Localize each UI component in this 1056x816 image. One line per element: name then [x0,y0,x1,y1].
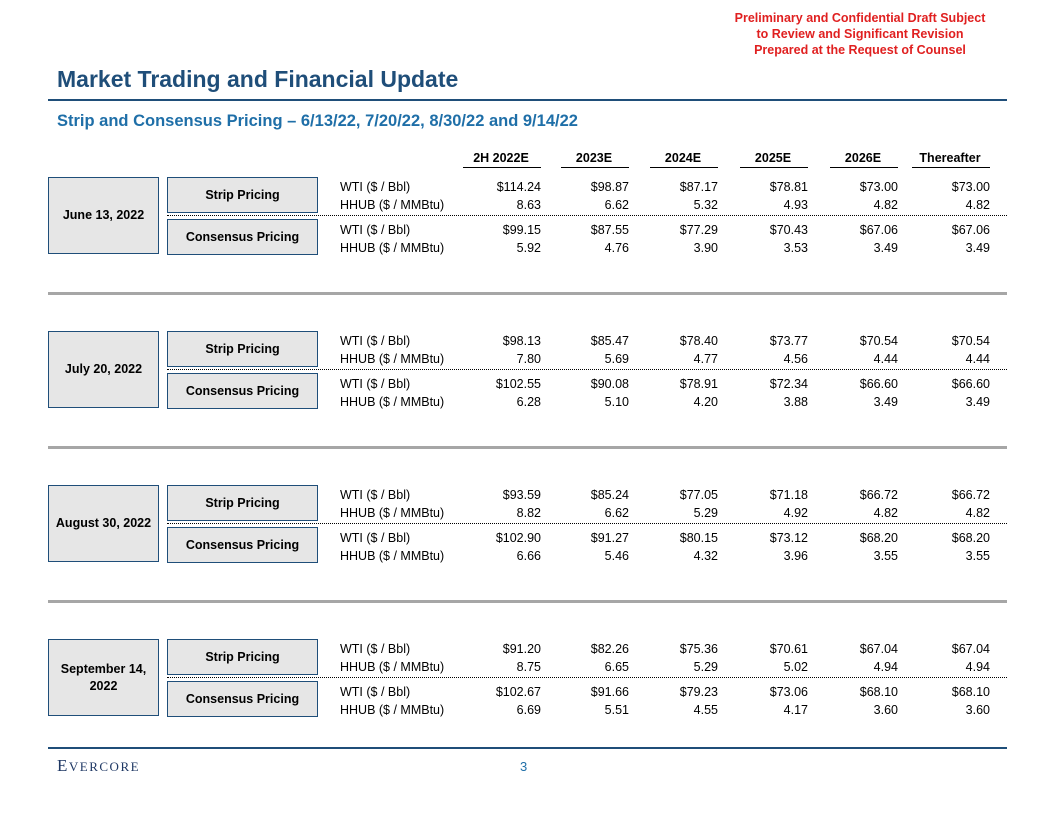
table-cell: $91.66 [590,685,629,699]
table-cell: 3.49 [873,395,898,409]
table-cell: $85.47 [590,334,629,348]
table-cell: $67.06 [951,223,990,237]
row-label: HHUB ($ / MMBtu) [340,506,445,520]
row-label: HHUB ($ / MMBtu) [340,395,445,409]
table-cell: $73.77 [769,334,808,348]
table-cell: $66.72 [951,488,990,502]
date-cell: September 14, 2022 [48,639,159,716]
table-cell: $66.60 [951,377,990,391]
table-cell: 8.63 [516,198,541,212]
date-cell: August 30, 2022 [48,485,159,562]
table-cell: $78.81 [769,180,808,194]
table-cell: $87.17 [679,180,718,194]
row-label: WTI ($ / Bbl) [340,642,411,656]
table-cell: 4.77 [693,352,718,366]
table-cell: 4.82 [873,506,898,520]
table-cell: 5.29 [693,660,718,674]
table-cell: $72.34 [769,377,808,391]
table-cell: 5.32 [693,198,718,212]
table-cell: $68.20 [951,531,990,545]
pricing-type-label: Consensus Pricing [167,681,318,717]
disclaimer-line: Preliminary and Confidential Draft Subject [734,11,986,25]
table-cell: 5.46 [604,549,629,563]
row-label: HHUB ($ / MMBtu) [340,660,445,674]
table-cell: $91.20 [502,642,541,656]
table-cell: $79.23 [679,685,718,699]
group-divider [167,677,1007,678]
table-cell: $73.12 [769,531,808,545]
row-label: HHUB ($ / MMBtu) [340,703,445,717]
table-cell: 4.20 [693,395,718,409]
table-cell: 3.55 [873,549,898,563]
page-subtitle: Strip and Consensus Pricing – 6/13/22, 7/20/22, 8/30/22 and 9/14/22 [57,112,578,130]
confidentiality-disclaimer [710,10,1010,58]
table-cell: $67.04 [859,642,898,656]
table-cell: 6.65 [604,660,629,674]
column-header: 2024E [664,151,702,165]
table-cell: 3.60 [873,703,898,717]
page-number: 3 [520,759,528,774]
table-cell: $85.24 [590,488,629,502]
table-cell: 6.66 [516,549,541,563]
table-cell: $67.06 [859,223,898,237]
table-cell: 4.44 [873,352,898,366]
row-label: WTI ($ / Bbl) [340,180,411,194]
column-header-underline [463,167,541,168]
table-cell: $68.20 [859,531,898,545]
table-cell: 4.55 [693,703,718,717]
group-divider [167,523,1007,524]
pricing-type-label: Consensus Pricing [167,527,318,563]
table-cell: 3.49 [965,395,990,409]
table-cell: 5.92 [516,241,541,255]
table-cell: $67.04 [951,642,990,656]
table-cell: 4.17 [783,703,808,717]
table-cell: $71.18 [769,488,808,502]
table-cell: $73.00 [859,180,898,194]
table-cell: $66.60 [859,377,898,391]
table-cell: $75.36 [679,642,718,656]
row-label: HHUB ($ / MMBtu) [340,198,445,212]
pricing-type-label: Strip Pricing [167,639,318,675]
row-label: WTI ($ / Bbl) [340,377,411,391]
disclaimer-line: to Review and Significant Revision [756,27,964,41]
table-cell: 4.44 [965,352,990,366]
date-cell: June 13, 2022 [48,177,159,254]
table-cell: $91.27 [590,531,629,545]
table-cell: $68.10 [859,685,898,699]
column-header-underline [650,167,718,168]
column-header-underline [740,167,808,168]
footer-divider [48,747,1007,749]
pricing-type-label: Strip Pricing [167,177,318,213]
table-cell: $70.54 [859,334,898,348]
table-cell: 8.82 [516,506,541,520]
table-cell: 5.29 [693,506,718,520]
table-cell: 6.69 [516,703,541,717]
column-header-underline [561,167,629,168]
group-divider [167,369,1007,370]
table-cell: 4.93 [783,198,808,212]
row-label: HHUB ($ / MMBtu) [340,352,445,366]
table-cell: 3.53 [783,241,808,255]
table-cell: $90.08 [590,377,629,391]
table-cell: $70.43 [769,223,808,237]
table-cell: $78.91 [679,377,718,391]
date-cell: July 20, 2022 [48,331,159,408]
table-cell: $98.13 [502,334,541,348]
table-cell: 3.55 [965,549,990,563]
table-cell: 5.10 [604,395,629,409]
row-label: WTI ($ / Bbl) [340,685,411,699]
table-cell: $73.06 [769,685,808,699]
column-header: 2026E [844,151,882,165]
table-cell: 5.69 [604,352,629,366]
page-title: Market Trading and Financial Update [57,66,459,92]
table-cell: $80.15 [679,531,718,545]
table-cell: 3.90 [693,241,718,255]
table-cell: $66.72 [859,488,898,502]
table-cell: 8.75 [516,660,541,674]
section-separator [48,600,1007,603]
pricing-type-label: Strip Pricing [167,331,318,367]
disclaimer-line: Prepared at the Request of Counsel [754,43,966,57]
table-cell: 3.88 [783,395,808,409]
table-cell: 4.94 [965,660,990,674]
table-cell: $99.15 [502,223,541,237]
row-label: HHUB ($ / MMBtu) [340,549,445,563]
row-label: WTI ($ / Bbl) [340,223,411,237]
table-cell: 6.62 [604,198,629,212]
pricing-type-label: Consensus Pricing [167,219,318,255]
table-cell: $102.55 [495,377,541,391]
column-header-underline [830,167,898,168]
table-cell: 6.28 [516,395,541,409]
table-cell: $78.40 [679,334,718,348]
row-label: WTI ($ / Bbl) [340,488,411,502]
table-cell: 4.32 [693,549,718,563]
table-cell: $68.10 [951,685,990,699]
pricing-type-label: Strip Pricing [167,485,318,521]
title-divider [48,99,1007,101]
table-cell: 3.60 [965,703,990,717]
table-cell: $70.61 [769,642,808,656]
row-label: WTI ($ / Bbl) [340,334,411,348]
pricing-type-label: Consensus Pricing [167,373,318,409]
column-header: Thereafter [919,151,981,165]
table-cell: $102.67 [495,685,541,699]
table-cell: $102.90 [495,531,541,545]
table-cell: $82.26 [590,642,629,656]
column-header: 2H 2022E [473,151,529,165]
table-cell: $73.00 [951,180,990,194]
table-cell: 3.49 [873,241,898,255]
table-cell: $77.05 [679,488,718,502]
table-cell: 4.94 [873,660,898,674]
table-cell: 4.82 [965,198,990,212]
table-cell: 7.80 [516,352,541,366]
table-cell: 5.02 [783,660,808,674]
table-cell: 3.96 [783,549,808,563]
table-cell: $114.24 [496,180,541,194]
table-cell: 4.56 [783,352,808,366]
section-separator [48,446,1007,449]
column-header: 2025E [754,151,792,165]
row-label: HHUB ($ / MMBtu) [340,241,445,255]
table-cell: 4.82 [873,198,898,212]
table-cell: $87.55 [590,223,629,237]
column-header-underline [912,167,990,168]
column-header: 2023E [575,151,613,165]
table-cell: $70.54 [951,334,990,348]
table-cell: 4.92 [783,506,808,520]
row-label: WTI ($ / Bbl) [340,531,411,545]
table-cell: $93.59 [502,488,541,502]
evercore-logo: EVERCORE [57,756,141,775]
table-cell: $77.29 [679,223,718,237]
table-cell: 4.76 [604,241,629,255]
table-cell: 6.62 [604,506,629,520]
group-divider [167,215,1007,216]
section-separator [48,292,1007,295]
table-cell: 3.49 [965,241,990,255]
table-cell: $98.87 [590,180,629,194]
table-cell: 5.51 [604,703,629,717]
table-cell: 4.82 [965,506,990,520]
